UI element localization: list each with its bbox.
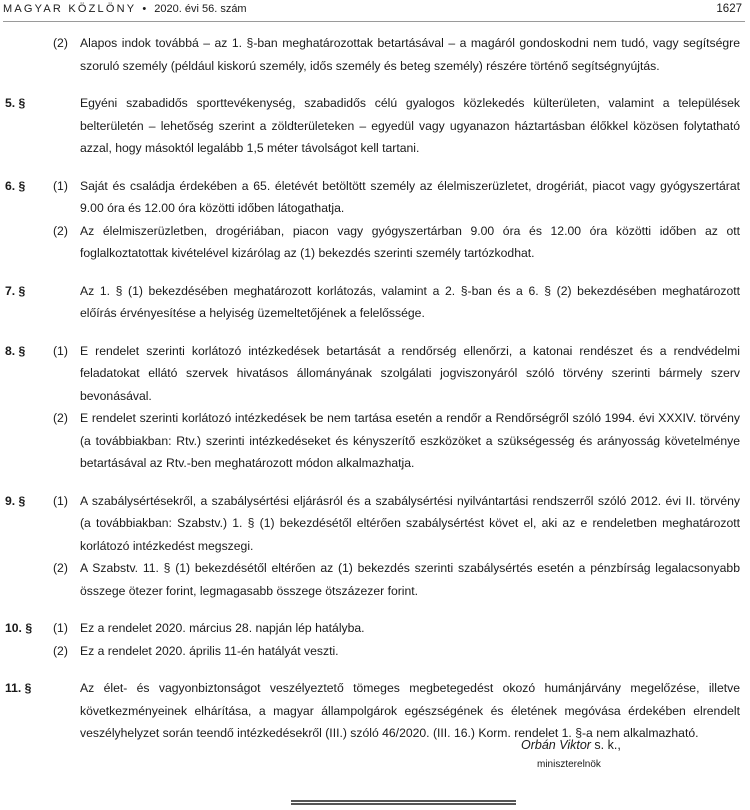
paragraph-number: (1) <box>53 493 68 508</box>
paragraph-number: (2) <box>53 411 68 425</box>
paragraph-text: Alapos indok továbbá – az 1. §-ban meghatározottak betartásával – a magáról gondoskodni nem tudó, vagy segítségre szoruló személy (például kiskorú személy, idős személy és beteg személy) részére történő segítségnyújtás. <box>80 36 740 73</box>
paragraph-text: Az élelmiszerüzletben, drogériában, piacon vagy gyógyszertárban 9.00 óra és 12.00 óra közötti időben az ott foglalkoztatottak kivételével kizárólag az (1) bekezdés szerinti személy tartózkodhat. <box>80 223 740 260</box>
paragraph-text: Ez a rendelet 2020. március 28. napján lép hatályba. <box>80 621 365 635</box>
section-text: Az élet- és vagyonbiztonságot veszélyeztető tömeges megbetegedést okozó humánjárvány megelőzése, illetve következményeinek elhárítása, a magyar állampolgárok egészségének és életének megóvása érdekében elrendelt veszélyhelyzet során teendő intézkedésekről (III.) szóló 46/2020. (III. 16.) Korm. rendelet 1. §-a nem alkalmazható. <box>80 681 740 740</box>
paragraph-text: Saját és családja érdekében a 65. életévét betöltött személy az élelmiszerüzletet, drogériát, piacot vagy gyógyszertárat 9.00 óra és 12.00 óra közötti időben látogathatja. <box>80 178 740 215</box>
section-5 <box>0 92 740 160</box>
paragraph-number: (1) <box>53 343 68 358</box>
section-number: 5. § <box>5 96 26 110</box>
paragraph-number: (1) <box>53 178 68 193</box>
paragraph <box>0 557 740 602</box>
paragraph <box>0 617 740 640</box>
paragraph-number: (2) <box>53 643 68 658</box>
section-11 <box>0 677 740 745</box>
section-9 <box>0 490 740 603</box>
paragraph-text: Ez a rendelet 2020. április 11-én hatályát veszti. <box>80 643 339 658</box>
paragraph-number: (1) <box>53 621 68 635</box>
header-separator: • <box>142 3 147 15</box>
signatory-name: Orbán Viktor <box>521 738 591 752</box>
page-number: 1627 <box>716 3 742 15</box>
publication-title: MAGYAR KÖZLÖNY <box>3 3 137 15</box>
signatory <box>521 738 621 752</box>
section-number: 7. § <box>5 283 26 298</box>
section-number: 10. § <box>5 621 33 635</box>
signatory-role: miniszterelnök <box>537 759 601 770</box>
paragraph-text: A szabálysértésekről, a szabálysértési eljárásról és a szabálysértési nyilvántartási rendszerről szóló 2012. évi II. törvény (a továbbiakban: Szabstv.) 1. § (1) bekezdésétől eltérően szabálysértést követ el, aki az e rendeletben meghatározott korlátozó intézkedést megszegi. <box>80 493 740 553</box>
section-number: 11. § <box>5 681 32 695</box>
paragraph <box>0 220 740 265</box>
section-text: Az 1. § (1) bekezdésében meghatározott korlátozás, valamint a 2. §-ban és a 6. § (2) bekezdésében meghatározott előírás érvényesítése a helyiség üzemeltetőjének a felelőssége. <box>80 283 740 320</box>
page-header <box>3 0 745 22</box>
paragraph <box>0 407 740 475</box>
section-8 <box>0 340 740 475</box>
end-of-document-rule <box>291 800 516 805</box>
section-text: Egyéni szabadidős sporttevékenység, szabadidős célú gyalogos közlekedés külterületen, valamint a települések belterületén – lehetőség szerint a zöldterületeken – egyedül vagy ugyanazon háztartásban élőkkel közösen folytatható azzal, hogy másoktól legalább 1,5 méter távolságot kell tartani. <box>80 96 740 155</box>
section-4-continued <box>0 32 740 77</box>
paragraph <box>0 340 740 408</box>
document-body <box>0 32 740 745</box>
paragraph-text: A Szabstv. 11. § (1) bekezdésétől eltérően az (1) bekezdés szerinti szabálysértés esetén a pénzbírság legalacsonyabb összege ötezer forint, legmagasabb összege ötszázezer forint. <box>80 561 740 598</box>
paragraph <box>0 640 740 663</box>
paragraph <box>0 32 740 77</box>
paragraph-text: E rendelet szerinti korlátozó intézkedések betartását a rendőrség ellenőrzi, a katonai rendészet és a rendvédelmi feladatokat ellátó szervek hivatásos állományának szolgálati jogviszonyáról szóló törvény szerinti bármely szerv bevonásával. <box>80 343 740 403</box>
paragraph-number: (2) <box>53 223 68 238</box>
section-number: 9. § <box>5 493 26 508</box>
paragraph <box>0 490 740 558</box>
paragraph-text: E rendelet szerinti korlátozó intézkedések be nem tartása esetén a rendőr a Rendőrségről szóló 1994. évi XXXIV. törvény (a továbbiakban: Rtv.) szerinti intézkedéseket és kényszerítő eszközöket a szükségesség és arányosság követelménye betartásával az Rtv.-ben meghatározott módon alkalmazhatja. <box>80 411 740 470</box>
paragraph-number: (2) <box>53 36 68 50</box>
section-number: 8. § <box>5 343 26 358</box>
paragraph <box>0 175 740 220</box>
section-7 <box>0 280 740 325</box>
section-number: 6. § <box>5 178 26 193</box>
signatory-suffix: s. k., <box>590 738 621 752</box>
issue-label: 2020. évi 56. szám <box>154 3 247 15</box>
paragraph-number: (2) <box>53 561 68 575</box>
section-10 <box>0 617 740 662</box>
section-6 <box>0 175 740 265</box>
